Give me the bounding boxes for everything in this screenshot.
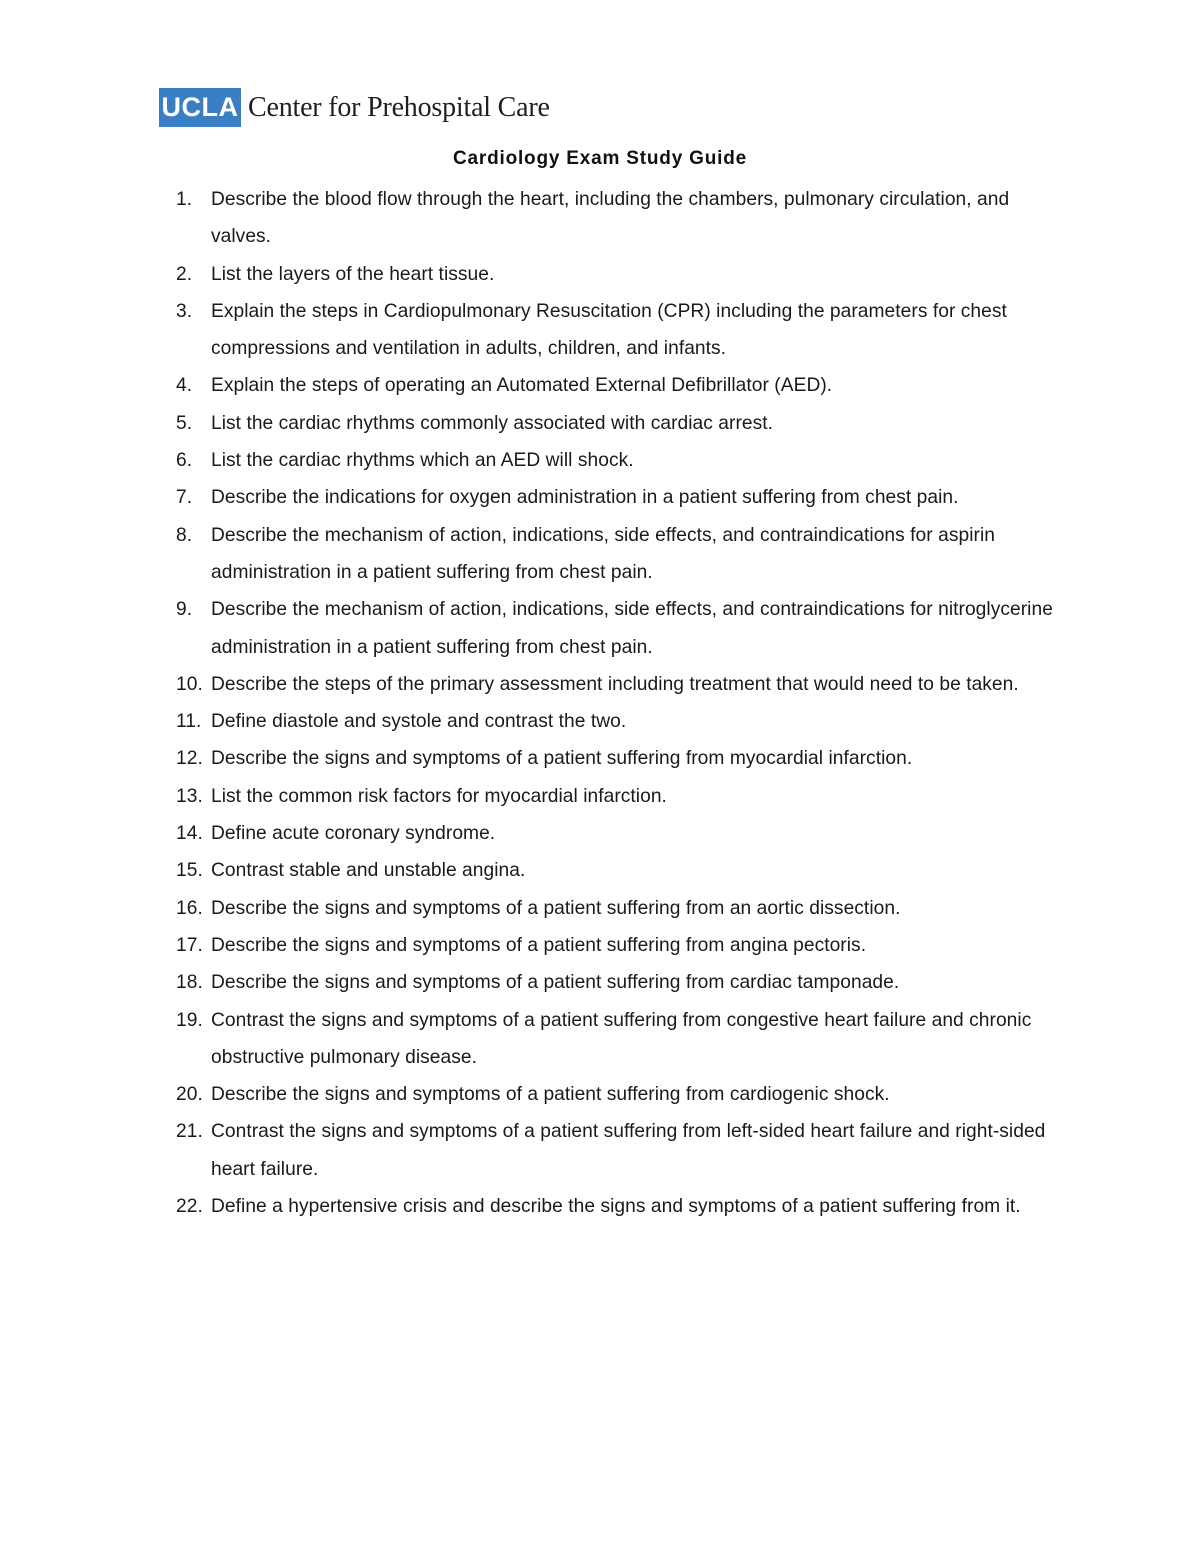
list-item-number: 20. [176,1084,203,1106]
letterhead [159,88,550,127]
list-item [176,852,1066,889]
list-item [176,815,1066,852]
list-item-text: List the layers of the heart tissue. [211,263,495,285]
list-item-text: Describe the signs and symptoms of a patient suffering from an aortic dissection. [211,897,901,919]
list-item [176,256,1066,293]
list-item-text: Describe the signs and symptoms of a patient suffering from myocardial infarction. [211,748,913,770]
list-item-number: 5. [176,412,193,434]
list-item-number: 19. [176,1009,203,1031]
list-item-number: 17. [176,934,203,956]
list-item-number: 16. [176,897,203,919]
organization-name: Center for Prehospital Care [248,91,550,123]
list-item-number: 11. [176,711,202,733]
list-item-number: 2. [176,263,193,285]
list-item-text: Explain the steps in Cardiopulmonary Resuscitation (CPR) including the parameters for chest compressions and ventilation in adults, children, and infants. [211,300,1007,360]
list-item [176,517,1066,592]
list-item-text: Describe the indications for oxygen administration in a patient suffering from chest pain. [211,487,959,509]
list-item-number: 18. [176,972,203,994]
list-item-number: 3. [176,300,193,322]
list-item-text: Contrast the signs and symptoms of a patient suffering from left-sided heart failure and right-sided heart failure. [211,1121,1046,1180]
list-item-number: 1. [176,189,193,210]
list-item [176,740,1066,777]
list-item-number: 9. [176,599,193,621]
list-item-number: 12. [176,748,203,770]
list-item-number: 21. [176,1121,203,1143]
list-item [176,293,1066,368]
list-item-text: List the common risk factors for myocardial infarction. [211,785,667,807]
list-item-number: 6. [176,450,193,472]
list-item-number: 22. [176,1196,203,1218]
list-item-text: Describe the blood flow through the heart, including the chambers, pulmonary circulation, and valves. [211,189,1010,248]
list-item [176,405,1066,442]
list-item [176,591,1066,666]
ucla-logo: UCLA [159,88,241,127]
list-item-text: Describe the signs and symptoms of a patient suffering from cardiogenic shock. [211,1084,890,1106]
list-item-text: Describe the mechanism of action, indications, side effects, and contraindications for aspirin administration in a patient suffering from chest pain. [211,524,995,583]
list-item [176,1002,1066,1077]
list-item-text: Contrast the signs and symptoms of a patient suffering from congestive heart failure and chronic obstructive pulmonary disease. [211,1009,1032,1068]
list-item-number: 15. [176,860,203,882]
list-item-number: 7. [176,487,193,509]
list-item [176,1076,1066,1113]
list-item-text: Describe the steps of the primary assessment including treatment that would need to be taken. [211,673,1019,695]
list-item [176,181,1066,256]
list-item [176,1188,1066,1225]
list-item [176,703,1066,740]
list-item [176,479,1066,516]
list-item-text: Describe the signs and symptoms of a patient suffering from cardiac tamponade. [211,972,900,994]
list-item-number: 13. [176,785,203,807]
list-item-number: 8. [176,524,193,546]
list-item-text: List the cardiac rhythms which an AED will shock. [211,450,634,472]
document-title: Cardiology Exam Study Guide [453,148,747,169]
list-item-text: Describe the signs and symptoms of a patient suffering from angina pectoris. [211,934,867,956]
list-item-number: 10. [176,673,203,695]
list-item [176,778,1066,815]
list-item [176,927,1066,964]
list-item-number: 14. [176,823,203,845]
list-item [176,442,1066,479]
list-item-text: Define a hypertensive crisis and describe the signs and symptoms of a patient suffering from it. [211,1196,1021,1218]
study-question-list [176,181,1066,1225]
list-item-text: Describe the mechanism of action, indications, side effects, and contraindications for nitroglycerine administration in a patient suffering from chest pain. [211,599,1053,658]
list-item [176,890,1066,927]
list-item-text: List the cardiac rhythms commonly associated with cardiac arrest. [211,412,774,434]
list-item [176,666,1066,703]
list-item-text: Define diastole and systole and contrast the two. [211,711,627,733]
list-item [176,964,1066,1001]
list-item-number: 4. [176,375,193,397]
list-item-text: Contrast stable and unstable angina. [211,860,526,882]
list-item-text: Define acute coronary syndrome. [211,823,496,845]
list-item-text: Explain the steps of operating an Automated External Defibrillator (AED). [211,375,833,397]
list-item [176,1113,1066,1188]
list-item [176,367,1066,404]
